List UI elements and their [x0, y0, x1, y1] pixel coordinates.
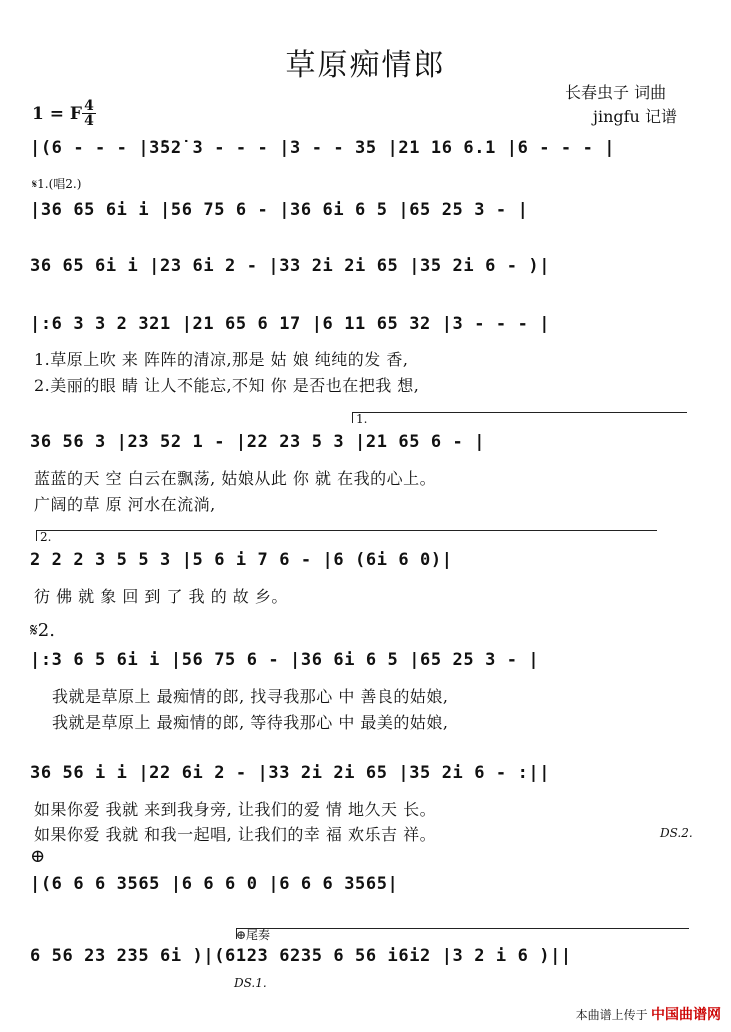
lyrics-line-6-verse-2: 我就是草原上 最痴情的郎, 等待我那心 中 最美的姑娘,: [52, 713, 449, 732]
notation-line-9: 6 56 23 235 6i )|(6123 6235 6 56 i6i2 |3 2 i 6 )||: [30, 946, 572, 966]
lyricist-credit: 长春虫子 词曲: [565, 83, 667, 102]
lyrics-line-5: 彷 佛 就 象 回 到 了 我 的 故 乡。: [34, 587, 288, 606]
footer-text: 本曲谱上传于: [575, 1008, 648, 1022]
volta-2-label: 2.: [40, 530, 52, 544]
time-signature-bottom: 4: [82, 113, 96, 128]
notation-line-5: 2 2 2 3 5 5 3 |5 6 i 7 6 - |6 (6i 6 0)|: [30, 550, 453, 570]
time-signature-top: 4: [84, 98, 94, 114]
notation-line-7: 36 56 i i |22 6i 2 - |33 2i 2i 65 |35 2i 6 - :||: [30, 763, 551, 783]
outro-label: ⊕尾奏: [236, 928, 271, 942]
lyrics-line-3-verse-2: 2.美丽的眼 睛 让人不能忘,不知 你 是否也在把我 想,: [34, 376, 420, 395]
volta-2-bracket: [36, 530, 657, 541]
lyrics-line-7-verse-2: 如果你爱 我就 和我一起唱, 让我们的幸 福 欢乐吉 祥。: [34, 825, 437, 844]
time-signature: [82, 99, 96, 128]
notation-line-6: |:3 6 5 6i i |56 75 6 - |36 6i 6 5 |65 25 3 - |: [30, 650, 540, 670]
lyrics-line-7-verse-1: 如果你爱 我就 来到我身旁, 让我们的爱 情 地久天 长。: [34, 800, 437, 819]
segno-1-label: 𝄋1.(唱2.): [32, 177, 82, 191]
notation-line-8: |(6 6 6 3565 |6 6 6 0 |6 6 6 3565|: [30, 874, 399, 894]
transcriber-credit: jingfu 记谱: [593, 107, 677, 126]
lyrics-line-4-verse-1: 蓝蓝的天 空 白云在飘荡, 姑娘从此 你 就 在我的心上。: [34, 469, 437, 488]
notation-line-3: |:6 3 3 2 321 |21 65 6 17 |6 11 65 32 |3 - - - |: [30, 314, 551, 334]
volta-1-label: 1.: [356, 412, 368, 426]
notation-line-2: 36 65 6i i |23 6i 2 - |33 2i 2i 65 |35 2i 6 - )|: [30, 256, 551, 276]
outro-bracket: [236, 928, 689, 939]
key-signature: 1 = F: [32, 104, 82, 124]
footer-site: 中国曲谱网: [651, 1006, 721, 1022]
segno-2-label: 𝄋2.: [30, 620, 55, 641]
dal-segno-2: DS.2.: [660, 826, 693, 840]
lyrics-line-3-verse-1: 1.草原上吹 来 阵阵的清凉,那是 姑 娘 纯纯的发 香,: [34, 350, 409, 369]
footer-watermark: [576, 1004, 721, 1024]
song-title: 草原痴情郎: [285, 48, 446, 83]
volta-1-bracket: [352, 412, 687, 423]
lyrics-line-4-verse-2: 广阔的草 原 河水在流淌,: [34, 495, 216, 514]
coda-sign: ⊕: [30, 846, 46, 867]
notation-line-1: |36 65 6i i |56 75 6 - |36 6i 6 5 |65 25 3 - |: [30, 200, 529, 220]
dal-segno-1: DS.1.: [234, 976, 267, 990]
notation-intro: |(6 - - - |3̇52̇ 3 - - - |3 - - 35 |21 16 6.1 |6 - - - |: [30, 138, 616, 158]
notation-line-4: 36 56 3 |23 52 1 - |22 23 5 3 |21 65 6 - |: [30, 432, 486, 452]
lyrics-line-6-verse-1: 我就是草原上 最痴情的郎, 找寻我那心 中 善良的姑娘,: [52, 687, 449, 706]
